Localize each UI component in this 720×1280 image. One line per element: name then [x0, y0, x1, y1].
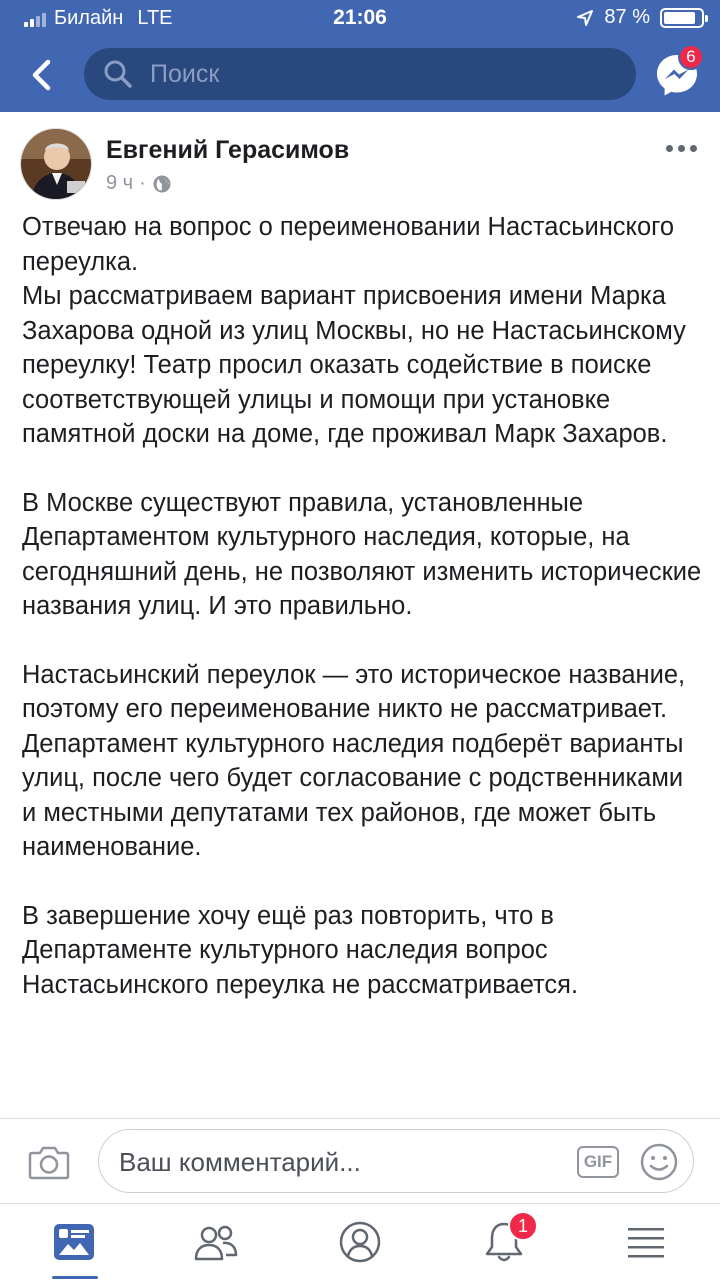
meta-separator: ·: [139, 172, 146, 194]
status-right: [576, 6, 704, 29]
messenger-badge: 6: [678, 44, 704, 70]
location-arrow-icon: [576, 9, 594, 27]
gif-button[interactable]: GIF: [577, 1146, 619, 1178]
avatar[interactable]: [20, 128, 92, 200]
network-type: LTE: [137, 7, 173, 29]
search-input[interactable]: [150, 60, 610, 89]
chevron-left-icon: [30, 59, 52, 91]
more-dot-icon: [690, 145, 697, 152]
globe-icon: [152, 174, 172, 194]
top-bar: [0, 0, 720, 112]
post-paragraph: В Москве существуют правила, установленные Департаментом культурного наследия, которые, на сегодняшний день, не позволяют изменить исторические названия улиц. И это правильно.: [22, 488, 702, 620]
search-icon: [102, 58, 134, 90]
post-author[interactable]: Евгений Герасимов: [106, 136, 350, 164]
tab-news-feed[interactable]: [50, 1218, 98, 1266]
battery-icon: [660, 8, 704, 28]
tab-bar: [0, 1203, 720, 1280]
more-dot-icon: [678, 145, 685, 152]
carrier-name: Билайн: [54, 7, 124, 29]
comment-bar: [0, 1119, 720, 1203]
tab-menu[interactable]: [622, 1218, 670, 1266]
battery-percent: 87 %: [604, 6, 650, 28]
comment-input[interactable]: [119, 1144, 559, 1180]
post-text: [22, 210, 702, 1036]
profile-icon: [338, 1220, 382, 1264]
search-bar[interactable]: [84, 48, 636, 100]
status-time: 21:06: [333, 6, 387, 29]
menu-icon: [626, 1224, 666, 1260]
more-dot-icon: [666, 145, 673, 152]
post-time[interactable]: 9 ч: [106, 172, 134, 194]
post-options-button[interactable]: [666, 142, 700, 154]
comment-field[interactable]: [98, 1129, 694, 1193]
active-tab-indicator: [52, 1276, 98, 1279]
tab-profile[interactable]: [336, 1218, 384, 1266]
post-header: [0, 112, 720, 210]
news-feed-icon: [52, 1222, 96, 1262]
back-button[interactable]: [26, 58, 56, 92]
friends-icon: [193, 1222, 239, 1262]
post-paragraph: Отвечаю на вопрос о переименовании Настасьинского переулка. Мы рассматриваем вариант присвоения имени Марка Захарова одной из улиц Москвы, но не Настасьинскому переулку! Театр просил оказать содействие в поиске соответствующей улицы и помощи при установке памятной доски на доме, где проживал Марк Захаров.: [22, 213, 686, 448]
post-paragraph: Настасьинский переулок — это историческое название, поэтому его переименование никто не рассматривает. Департамент культурного наследия подберёт варианты улиц, после чего будет согласование с родственниками и местными депутатами тех районов, где может быть наименование.: [22, 660, 686, 861]
tab-friends[interactable]: [192, 1218, 240, 1266]
emoji-icon[interactable]: [639, 1142, 679, 1182]
camera-icon[interactable]: [28, 1143, 70, 1181]
status-bar: [0, 0, 720, 36]
post-paragraph: В завершение хочу ещё раз повторить, что в Департаменте культурного наследия вопрос Настасьинского переулка не рассматривается.: [22, 901, 579, 999]
post-meta: [106, 172, 172, 195]
avatar-image: [21, 129, 92, 200]
notifications-badge: 1: [508, 1211, 538, 1241]
